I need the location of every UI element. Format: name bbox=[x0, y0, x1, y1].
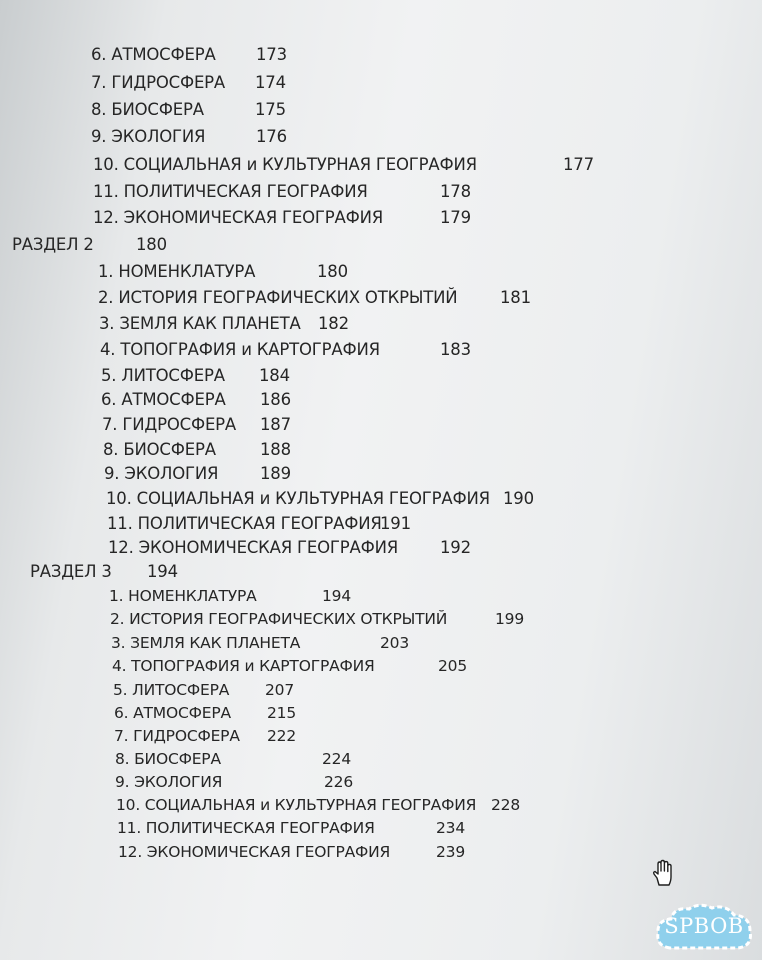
toc-entry-page: 207 bbox=[265, 681, 294, 699]
toc-entry-title: 5. ЛИТОСФЕРА bbox=[101, 366, 225, 385]
toc-entry-page: 182 bbox=[318, 314, 349, 333]
toc-entry-page: 192 bbox=[440, 538, 471, 557]
toc-entry-title: 3. ЗЕМЛЯ КАК ПЛАНЕТА bbox=[111, 634, 301, 652]
toc-entry-page: 189 bbox=[260, 464, 291, 483]
toc-entry-title: 11. ПОЛИТИЧЕСКАЯ ГЕОГРАФИЯ bbox=[107, 514, 382, 533]
toc-entry-page: 203 bbox=[380, 634, 409, 652]
section-page: 194 bbox=[147, 562, 178, 581]
toc-entry-title: 6. АТМОСФЕРА bbox=[101, 390, 226, 409]
toc-entry-title: 10. СОЦИАЛЬНАЯ и КУЛЬТУРНАЯ ГЕОГРАФИЯ bbox=[93, 155, 477, 174]
toc-entry-page: 234 bbox=[436, 819, 465, 837]
toc-entry-title: 11. ПОЛИТИЧЕСКАЯ ГЕОГРАФИЯ bbox=[93, 182, 368, 201]
toc-entry-title: 7. ГИДРОСФЕРА bbox=[114, 727, 240, 745]
toc-entry-title: 11. ПОЛИТИЧЕСКАЯ ГЕОГРАФИЯ bbox=[117, 819, 375, 837]
toc-entry-page: 181 bbox=[500, 288, 531, 307]
toc-entry-page: 222 bbox=[267, 727, 296, 745]
toc-entry-page: 188 bbox=[260, 440, 291, 459]
toc-entry-title: 10. СОЦИАЛЬНАЯ и КУЛЬТУРНАЯ ГЕОГРАФИЯ bbox=[106, 489, 490, 508]
toc-entry-title: 1. НОМЕНКЛАТУРА bbox=[98, 262, 256, 281]
toc-entry-page: 173 bbox=[256, 45, 287, 64]
toc-entry-title: 6. АТМОСФЕРА bbox=[91, 45, 216, 64]
toc-entry-page: 194 bbox=[322, 587, 351, 605]
hand-cursor-icon bbox=[650, 858, 680, 888]
toc-entry-page: 228 bbox=[491, 796, 520, 814]
toc-entry-page: 176 bbox=[256, 127, 287, 146]
toc-entry-page: 178 bbox=[440, 182, 471, 201]
toc-entry-title: 4. ТОПОГРАФИЯ и КАРТОГРАФИЯ bbox=[100, 340, 380, 359]
toc-entry-page: 215 bbox=[267, 704, 296, 722]
toc-entry-page: 191 bbox=[380, 514, 411, 533]
toc-entry-page: 177 bbox=[563, 155, 594, 174]
watermark-text: SPBOB bbox=[664, 914, 744, 938]
toc-entry-title: 3. ЗЕМЛЯ КАК ПЛАНЕТА bbox=[99, 314, 301, 333]
toc-entry-page: 226 bbox=[324, 773, 353, 791]
toc-entry-page: 179 bbox=[440, 208, 471, 227]
toc-entry-page: 187 bbox=[260, 415, 291, 434]
toc-entry-page: 186 bbox=[260, 390, 291, 409]
section-page: 180 bbox=[136, 235, 167, 254]
toc-entry-page: 184 bbox=[259, 366, 290, 385]
toc-entry-page: 183 bbox=[440, 340, 471, 359]
toc-entry-title: 1. НОМЕНКЛАТУРА bbox=[109, 587, 257, 605]
toc-entry-title: 2. ИСТОРИЯ ГЕОГРАФИЧЕСКИХ ОТКРЫТИЙ bbox=[110, 610, 448, 628]
toc-entry-page: 180 bbox=[317, 262, 348, 281]
toc-entry-page: 239 bbox=[436, 843, 465, 861]
toc-entry-title: 12. ЭКОНОМИЧЕСКАЯ ГЕОГРАФИЯ bbox=[108, 538, 399, 557]
toc-entry-title: 8. БИОСФЕРА bbox=[91, 100, 204, 119]
toc-entry-page: 190 bbox=[503, 489, 534, 508]
toc-entry-title: 4. ТОПОГРАФИЯ и КАРТОГРАФИЯ bbox=[112, 657, 375, 675]
toc-entry-title: 12. ЭКОНОМИЧЕСКАЯ ГЕОГРАФИЯ bbox=[93, 208, 384, 227]
toc-entry-title: 2. ИСТОРИЯ ГЕОГРАФИЧЕСКИХ ОТКРЫТИЙ bbox=[98, 288, 458, 307]
toc-entry-title: 7. ГИДРОСФЕРА bbox=[102, 415, 237, 434]
toc-entry-title: 7. ГИДРОСФЕРА bbox=[91, 73, 226, 92]
toc-entry-page: 199 bbox=[495, 610, 524, 628]
toc-entry-title: 9. ЭКОЛОГИЯ bbox=[91, 127, 206, 146]
section-title: РАЗДЕЛ 3 bbox=[30, 562, 112, 581]
toc-entry-page: 205 bbox=[438, 657, 467, 675]
toc-entry-title: 8. БИОСФЕРА bbox=[103, 440, 216, 459]
toc-entry-title: 5. ЛИТОСФЕРА bbox=[113, 681, 230, 699]
toc-entry-title: 12. ЭКОНОМИЧЕСКАЯ ГЕОГРАФИЯ bbox=[118, 843, 391, 861]
toc-entry-title: 6. АТМОСФЕРА bbox=[114, 704, 231, 722]
toc-entry-title: 9. ЭКОЛОГИЯ bbox=[115, 773, 223, 791]
toc-entry-page: 175 bbox=[255, 100, 286, 119]
toc-entry-page: 174 bbox=[255, 73, 286, 92]
toc-entry-title: 8. БИОСФЕРА bbox=[115, 750, 221, 768]
toc-entry-page: 224 bbox=[322, 750, 351, 768]
watermark-badge bbox=[652, 900, 756, 956]
toc-entry-title: 10. СОЦИАЛЬНАЯ и КУЛЬТУРНАЯ ГЕОГРАФИЯ bbox=[116, 796, 477, 814]
section-title: РАЗДЕЛ 2 bbox=[12, 235, 94, 254]
toc-entry-title: 9. ЭКОЛОГИЯ bbox=[104, 464, 219, 483]
